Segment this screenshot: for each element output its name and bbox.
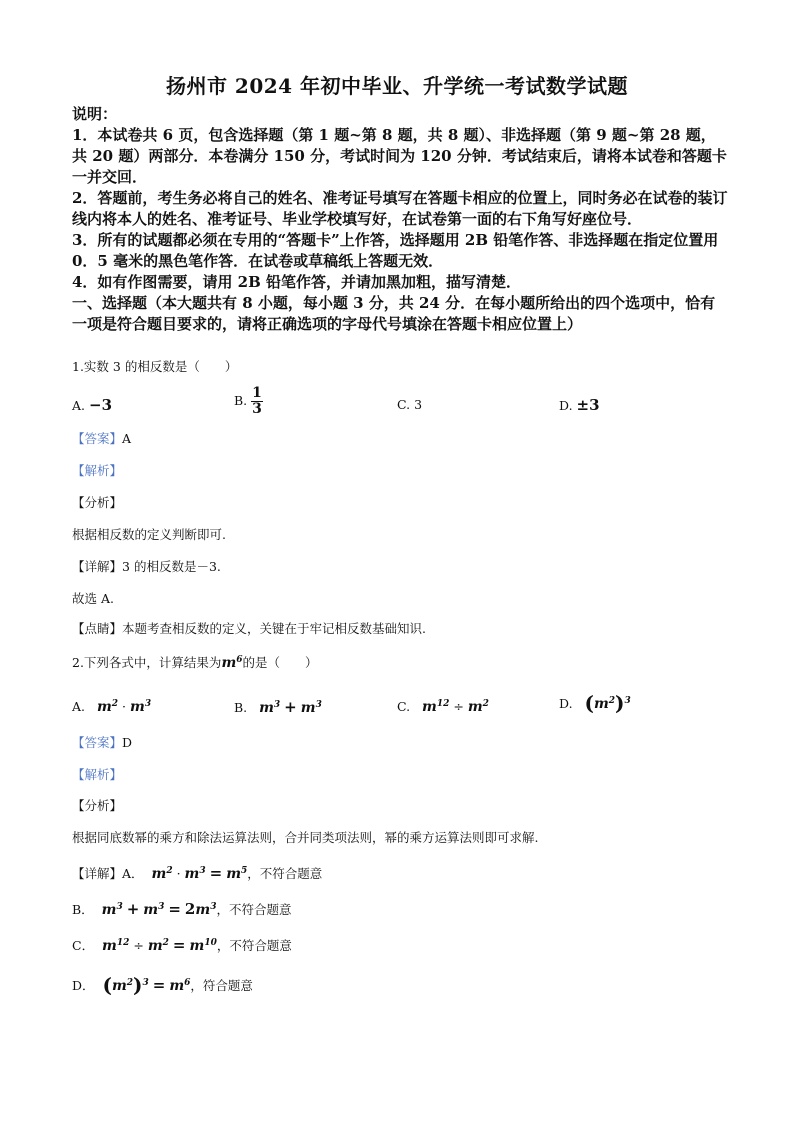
math-op: ·	[122, 699, 126, 714]
instruction-1: 1．本试卷共 6 页，包含选择题（第 1 题~第 8 题，共 8 题）、非选择题（第 9 题~第 28 题，共 20 题）两部分．本卷满分 150 分，考试时间为 120 分钟．考试结束后，请将本试卷和答题卡一并交回．	[72, 126, 727, 186]
instruction-3: 3．所有的试题都必须在专用的“答题卡”上作答，选择题用 2B 铅笔作答、非选择题在指定位置用 0．5 毫米的黑色笔作答．在试卷或草稿纸上答题无效．	[72, 231, 719, 270]
math-var: m	[101, 902, 117, 918]
q1-fenxi-tag: 【分析】	[72, 495, 123, 510]
math-exp: 2	[162, 937, 169, 948]
math-op: +	[126, 900, 140, 918]
answer-value: A	[122, 431, 132, 446]
math-exp: 3	[315, 699, 322, 710]
instruction-2: 2．答题前，考生务必将自己的姓名、准考证号填写在答题卡相应的位置上，同时务必在试卷的装订线内将本人的姓名、准考证号、毕业学校填写好，在试卷第一面的右下角写好座位号．	[72, 189, 728, 228]
answer-tag: 【答案】	[72, 431, 123, 446]
q2-stem	[72, 654, 318, 672]
q1-option-a-value: −3	[89, 396, 113, 414]
q2-option-a-label: A.	[72, 699, 86, 714]
math-exp: 2	[111, 698, 119, 709]
math-var: m	[467, 699, 483, 715]
q2-option-c-label: C.	[397, 699, 411, 714]
math-op: =	[209, 864, 223, 882]
verdict: ，不符合题意	[216, 902, 292, 917]
q2-detail-b	[72, 900, 291, 919]
math-var: m	[169, 978, 185, 994]
q1-option-d-label: D.	[559, 398, 573, 413]
math-exp: 3	[210, 901, 217, 912]
math-exp: 10	[204, 937, 217, 948]
math-exp: 2	[126, 977, 134, 988]
math-op: =	[168, 900, 181, 918]
section-heading: 一、选择题（本大题共有 8 小题，每小题 3 分，共 24 分．在每小题所给出的四个选项中，恰有一项是符合题目要求的，请将正确选项的字母代号填涂在答题卡相应位置上）	[72, 294, 716, 333]
q1-fenxi: 根据相反数的定义判断即可.	[72, 527, 226, 542]
q1-option-d-value: ±3	[576, 396, 600, 414]
math-var: m	[102, 938, 117, 954]
math-var: m	[422, 699, 437, 715]
q1-option-a-label: A.	[72, 398, 86, 413]
math-var: m	[96, 699, 112, 715]
q1-option-a	[72, 396, 112, 415]
q1-option-c-value: 3	[414, 397, 423, 412]
q2-stem-pre: 2.下列各式中，计算结果为	[72, 655, 222, 670]
q2-option-d-label: D.	[559, 696, 573, 711]
instructions	[72, 104, 728, 335]
q1-option-c	[397, 396, 422, 414]
math-exp: 3	[273, 699, 281, 710]
q2-detail-a	[72, 864, 322, 883]
q1-stem: 1.实数 3 的相反数是（ ）	[72, 359, 238, 374]
math-coef: 2	[184, 900, 196, 918]
q1-conclusion: 故选 A.	[72, 591, 114, 606]
math-var: m	[143, 902, 159, 918]
q2-fenxi-tag: 【分析】	[72, 798, 123, 813]
detail-tag: 【详解】	[72, 559, 123, 574]
q2-answer	[72, 734, 132, 752]
math-exp: 3	[158, 901, 165, 912]
math-var: m	[195, 902, 211, 918]
detail-label: D．	[72, 978, 95, 993]
math-paren: (	[102, 973, 112, 997]
math-op: =	[152, 976, 166, 994]
verdict: ，不符合题意	[247, 866, 323, 881]
math-var: m	[151, 866, 167, 882]
math-var: m	[221, 655, 237, 671]
answer-value: D	[122, 735, 133, 750]
q1-option-b-fraction	[251, 386, 263, 417]
detail-text: 3 的相反数是－3.	[122, 559, 221, 574]
q1-analysis-tag: 【解析】	[72, 463, 123, 478]
math-paren: (	[584, 691, 594, 715]
math-op: ·	[176, 866, 181, 881]
math-exp: 2	[482, 698, 489, 709]
math-var: m	[189, 938, 205, 954]
q2-stem-post: 的是（ ）	[242, 655, 318, 670]
math-exp: 12	[116, 937, 130, 948]
math-exp: 3	[144, 698, 152, 709]
q1-detail	[72, 558, 221, 576]
math-var: m	[147, 938, 163, 954]
instructions-heading: 说明：	[72, 105, 118, 123]
math-var: m	[259, 700, 274, 716]
math-var: m	[111, 978, 127, 994]
verdict: ，不符合题意	[216, 938, 292, 953]
comment-text: 本题考查相反数的定义，关键在于牢记相反数基础知识.	[122, 621, 426, 636]
fraction-numerator: 1	[252, 385, 262, 401]
math-exp: 6	[184, 977, 191, 988]
math-exp: 2	[166, 865, 173, 876]
math-paren: )	[615, 691, 625, 715]
q2-detail-d	[72, 973, 253, 997]
comment-tag: 【点睛】	[72, 621, 123, 636]
q2-fenxi: 根据同底数幂的乘方和除法运算法则，合并同类项法则，幂的乘方运算法则即可求解.	[72, 830, 539, 845]
q1-option-c-label: C.	[397, 397, 411, 412]
math-exp: 6	[236, 654, 243, 665]
math-exp: 3	[624, 695, 631, 706]
math-paren: )	[133, 973, 143, 997]
q2-option-b-label: B.	[234, 700, 248, 715]
math-var: m	[593, 696, 609, 712]
math-exp: 3	[142, 977, 149, 988]
math-op: =	[172, 936, 186, 954]
q2-option-c	[397, 698, 489, 716]
q1-option-d	[559, 396, 600, 415]
q1-comment	[72, 620, 426, 638]
math-var: m	[300, 700, 316, 716]
detail-label: A．	[122, 866, 144, 881]
math-exp: 2	[608, 695, 616, 706]
q1-option-b	[234, 386, 263, 417]
math-var: m	[184, 866, 200, 882]
answer-tag: 【答案】	[72, 735, 123, 750]
detail-label: B．	[72, 902, 94, 917]
math-exp: 3	[199, 865, 206, 876]
math-exp: 5	[241, 865, 248, 876]
q2-option-d	[559, 691, 631, 715]
detail-tag: 【详解】	[72, 866, 123, 881]
math-op: ÷	[133, 938, 144, 953]
verdict: ，符合题意	[190, 978, 253, 993]
math-exp: 12	[436, 698, 450, 709]
detail-label: C．	[72, 938, 95, 953]
q2-option-b	[234, 698, 322, 717]
q1-option-b-label: B.	[234, 393, 248, 408]
fraction-denominator: 3	[252, 401, 262, 417]
math-var: m	[226, 866, 242, 882]
exam-title: 扬州市 2024 年初中毕业、升学统一考试数学试题	[165, 74, 629, 98]
q2-analysis-tag: 【解析】	[72, 767, 123, 782]
math-op: +	[284, 698, 297, 716]
instruction-4: 4．如有作图需要，请用 2B 铅笔作答，并请加黑加粗，描写清楚．	[72, 273, 521, 291]
q2-option-a	[72, 698, 151, 716]
q1-answer	[72, 430, 131, 448]
q2-detail-c	[72, 936, 292, 955]
math-exp: 3	[116, 901, 123, 912]
math-var: m	[129, 699, 145, 715]
math-op: ÷	[453, 699, 464, 714]
